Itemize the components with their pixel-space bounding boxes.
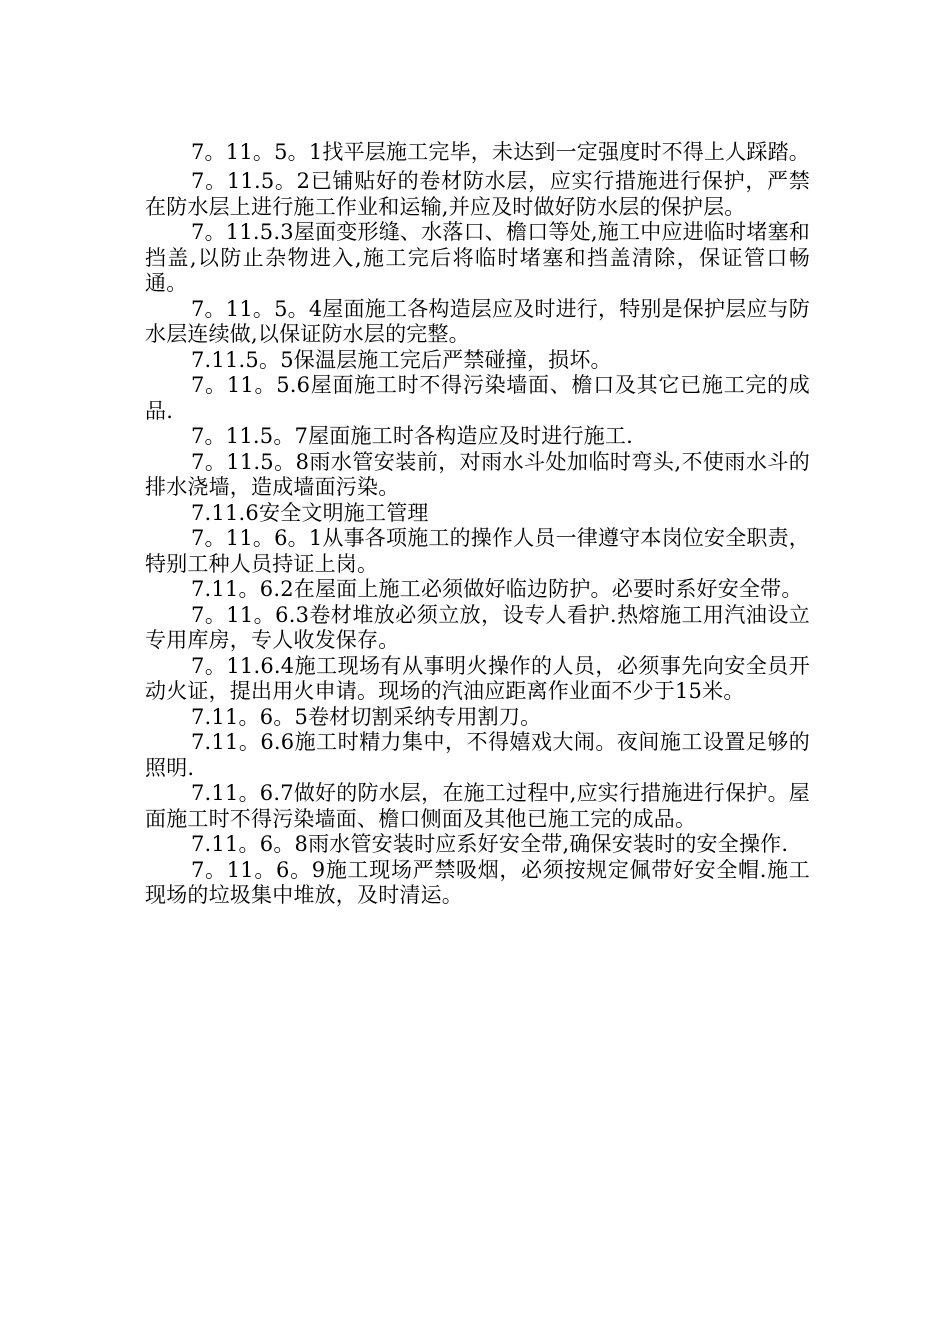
paragraph-7-11-5-5: 7.11.5。5保温层施工完后严禁碰撞，损坏。 <box>191 347 612 372</box>
paragraph-7-11-6-8: 7.11。6。8雨水管安装时应系好安全带,确保安装时的安全操作. <box>191 832 789 856</box>
paragraph-7-11-6-6: 7.11。6.6施工时精力集中，不得嬉戏大闹。夜间施工设置足够的照明. <box>145 730 810 780</box>
paragraph-7-11-6-3: 7。11。6.3卷材堆放必须立放，设专人看护.热熔施工用汽油设立专用库房，专人收发保存。 <box>145 602 810 652</box>
paragraph-7-11-5-3: 7。11.5.3屋面变形缝、水落口、檐口等处,施工中应进临时堵塞和挡盖,以防止杂物进入,施工完后将临时堵塞和挡盖清除，保证管口畅通。 <box>145 220 810 295</box>
paragraph-7-11-5-1: 7。11。5。1找平层施工完毕，未达到一定强度时不得上人踩踏。 <box>191 140 811 164</box>
paragraph-7-11-6-9: 7。11。6。9施工现场严禁吸烟，必须按规定佩带好安全帽.施工现场的垃圾集中堆放，及时清运。 <box>145 857 810 907</box>
paragraph-7-11-5-7: 7。11.5。7屋面施工时各构造应及时进行施工. <box>191 424 633 448</box>
paragraph-7-11-5-6: 7。11。5.6屋面施工时不得污染墙面、檐口及其它已施工完的成品. <box>145 373 810 423</box>
paragraph-7-11-6-7: 7.11。6.7做好的防水层，在施工过程中,应实行措施进行保护。屋面施工时不得污染墙面、檐口侧面及其他已施工完的成品。 <box>145 781 810 831</box>
paragraph-7-11-5-2: 7。11.5。2已铺贴好的卷材防水层，应实行措施进行保护，严禁在防水层上进行施工作业和运输,并应及时做好防水层的保护层。 <box>145 169 810 219</box>
paragraph-7-11-6-2: 7.11。6.2在屋面上施工必须做好临边防护。必要时系好安全带。 <box>191 577 803 601</box>
paragraph-7-11-5-8: 7。11.5。8雨水管安装前，对雨水斗处加临时弯头,不使雨水斗的排水浇墙，造成墙面污染。 <box>145 449 810 499</box>
paragraph-7-11-5-4: 7。11。5。4屋面施工各构造层应及时进行，特别是保护层应与防水层连续做,以保证防水层的完整。 <box>145 296 811 346</box>
section-heading-7-11-6: 7.11.6安全文明施工管理 <box>191 500 429 525</box>
document-body <box>145 135 810 909</box>
paragraph-7-11-6-4: 7。11.6.4施工现场有从事明火操作的人员，必须事先向安全员开动火证，提出用火申请。现场的汽油应距离作业面不少于15米。 <box>145 653 810 703</box>
paragraph-7-11-6-1: 7。11。6。1从事各项施工的操作人员一律遵守本岗位安全职责，特别工种人员持证上岗。 <box>145 526 811 576</box>
paragraph-7-11-6-5: 7.11。6。5卷材切割采纳专用割刀。 <box>191 704 542 729</box>
